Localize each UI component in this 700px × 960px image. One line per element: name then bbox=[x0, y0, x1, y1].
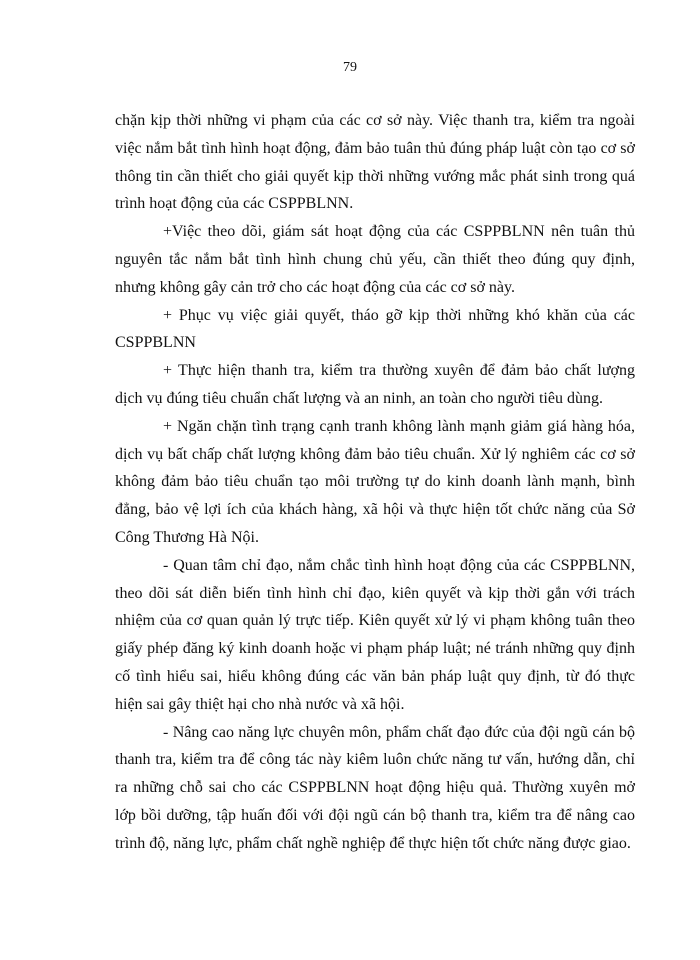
document-body bbox=[115, 107, 635, 858]
paragraph: chặn kịp thời những vi phạm của các cơ sở này. Việc thanh tra, kiểm tra ngoài việc nắm bắt tình hình hoạt động, đảm bảo tuân thủ đúng pháp luật còn tạo cơ sở thông tin cần thiết cho giải quyết kịp thời những vướng mắc phát sinh trong quá trình hoạt động của các CSPPBLNN. bbox=[115, 112, 635, 213]
paragraph: + Ngăn chặn tình trạng cạnh tranh không lành mạnh giảm giá hàng hóa, dịch vụ bất chấp chất lượng không đảm bảo tiêu chuẩn. Xử lý nghiêm các cơ sở không đảm bảo tiêu chuẩn tạo môi trường tự do kinh doanh lành mạnh, bình đẳng, bảo vệ lợi ích của khách hàng, xã hội và thực hiện tốt chức năng của Sở Công Thương Hà Nội. bbox=[115, 417, 635, 546]
paragraph: +Việc theo dõi, giám sát hoạt động của các CSPPBLNN nên tuân thủ nguyên tắc nắm bắt tình hình chung chủ yếu, cần thiết theo đúng quy định, nhưng không gây cản trở cho các hoạt động của các cơ sở này. bbox=[115, 223, 635, 296]
page-number: 79 bbox=[343, 60, 357, 75]
paragraph: + Phục vụ việc giải quyết, tháo gỡ kịp thời những khó khăn của các CSPPBLNN bbox=[115, 306, 635, 352]
paragraph: - Quan tâm chỉ đạo, nắm chắc tình hình hoạt động của các CSPPBLNN, theo dõi sát diễn biến tình hình chỉ đạo, kiên quyết và kịp thời gắn với trách nhiệm của cơ quan quản lý trực tiếp. Kiên quyết xử lý vi phạm không tuân theo giấy phép đăng ký kinh doanh hoặc vi phạm pháp luật; né tránh những quy định cố tình hiểu sai, hiểu không đúng các văn bản pháp luật quy định, từ đó thực hiện sai gây thiệt hại cho nhà nước và xã hội. bbox=[115, 556, 635, 713]
paragraph: - Nâng cao năng lực chuyên môn, phẩm chất đạo đức của đội ngũ cán bộ thanh tra, kiểm tra để công tác này kiêm luôn chức năng tư vấn, hướng dẫn, chỉ ra những chỗ sai cho các CSPPBLNN hoạt động hiệu quả. Thường xuyên mở lớp bồi dưỡng, tập huấn đối với đội ngũ cán bộ thanh tra, kiểm tra để nâng cao trình độ, năng lực, phẩm chất nghề nghiệp để thực hiện tốt chức năng được giao. bbox=[115, 723, 635, 852]
paragraph: + Thực hiện thanh tra, kiểm tra thường xuyên để đảm bảo chất lượng dịch vụ đúng tiêu chuẩn chất lượng và an ninh, an toàn cho người tiêu dùng. bbox=[115, 362, 635, 407]
